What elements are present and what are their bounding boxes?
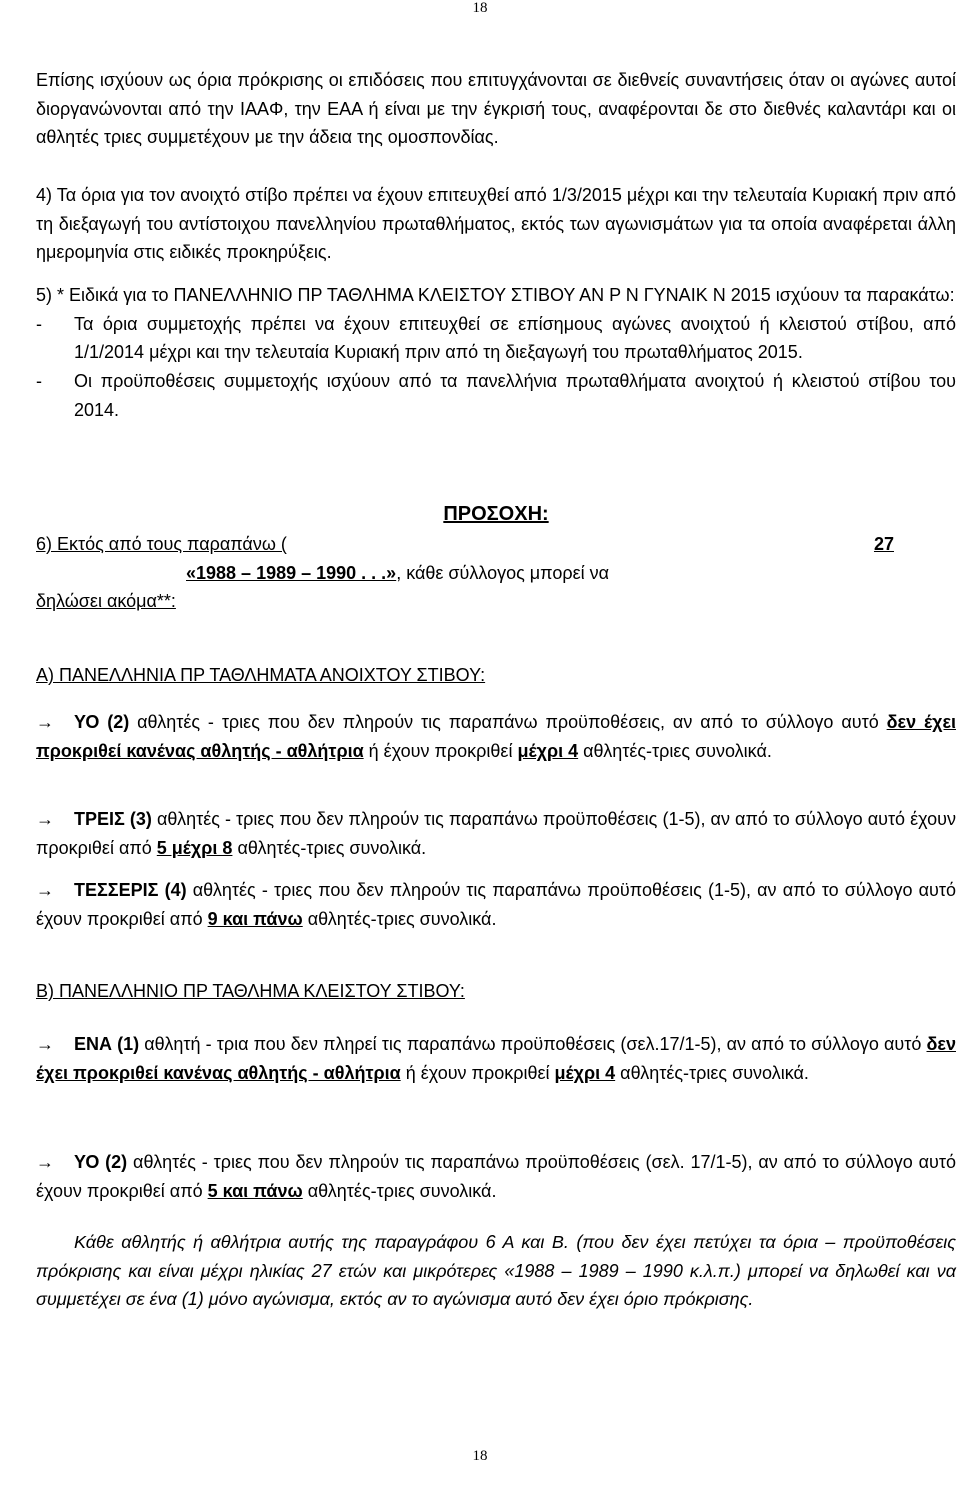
section-a-item-1: [36, 708, 956, 765]
emphasis-text: δεν έχει προκριθεί κανένας αθλητής - αθλήτρια: [36, 1034, 956, 1083]
bullet-text: Οι προϋποθέσεις συμμετοχής ισχύουν από τα πανελλήνια πρωταθλήματα ανοιχτού ή κλειστού στίβου του 2014.: [74, 371, 956, 420]
item-5-bullet-1: [36, 310, 956, 367]
item-5-bullet-2: [36, 367, 956, 424]
item-text: αθλητές-τριες συνολικά.: [302, 908, 497, 929]
arrow-icon: →: [36, 1152, 54, 1172]
arrow-icon: →: [36, 880, 54, 900]
count-label: ΤΡΕΙΣ (3): [74, 809, 152, 829]
item-6-line-2: [36, 559, 956, 588]
item-6-lead: 6) Εκτός από τους παραπάνω (: [36, 534, 287, 554]
intro-paragraph: Επίσης ισχύουν ως όρια πρόκρισης οι επιδόσεις που επιτυγχάνονται σε διεθνείς συναντήσεις όταν οι αγώνες αυτοί διοργανώνονται από την IAAΦ, την ΕΑΑ ή είναι με την έγκρισή τους, αναφέρονται δε στο διεθνές καλαντάρι και οι αθλητές τριες συμμετέχουν με την άδεια της ομοσπονδίας.: [36, 70, 956, 148]
section-b-item-1: [36, 1030, 956, 1087]
item-text: αθλητές-τριες συνολικά.: [615, 1062, 809, 1083]
emphasis-text: 5 και πάνω: [207, 1180, 303, 1201]
item-6-age: 27: [873, 534, 894, 554]
bullet-marker: -: [36, 313, 42, 334]
bullet-text: Τα όρια συμμετοχής πρέπει να έχουν επιτευχθεί σε επίσημους αγώνες ανοιχτού ή κλειστού στίβου, από 1/1/2014 μέχρι και την τελευταία Κυριακή πριν από τη διεξαγωγή του πρωταθλήματος 2015.: [74, 313, 956, 363]
section-b-title: Β) ΠΑΝΕΛΛΗΝΙΟ ΠΡ ΤΑΘΛΗΜΑ ΚΛΕΙΣΤΟΥ ΣΤΙΒΟΥ:: [36, 981, 465, 1001]
emphasis-text: 9 και πάνω: [207, 908, 303, 929]
item-text: αθλητές - τριες που δεν πληρούν τις παραπάνω προϋποθέσεις, αν από το σύλλογο αυτό: [129, 712, 887, 732]
section-b-item-2: [36, 1148, 956, 1205]
item-6-paragraph: [36, 530, 956, 616]
page-number-top: 18: [472, 0, 488, 16]
item-5-intro: 5) * Ειδικά για το ΠΑΝΕΛΛΗΝΙΟ ΠΡ ΤΑΘΛΗΜΑ ΚΛΕΙΣΤΟΥ ΣΤΙΒΟΥ ΑΝ Ρ Ν ΓΥΝΑΙΚ Ν 2015 ισχύουν τα παρακάτω:: [36, 285, 955, 305]
item-text: αθλητές - τριες που δεν πληρούν τις παραπάνω προϋποθέσεις (1-5), αν από το σύλλογο αυτό έχουν προκριθεί από: [36, 880, 956, 929]
emphasis-text: 5 μέχρι 8: [156, 837, 233, 858]
item-6-end: δηλώσει ακόμα**:: [36, 591, 176, 612]
arrow-icon: →: [36, 1034, 54, 1054]
item-4-paragraph: 4) Τα όρια για τον ανοιχτό στίβο πρέπει να έχουν επιτευχθεί από 1/3/2015 μέχρι και την τελευταία Κυριακή πριν από τη διεξαγωγή του αντίστοιχου πανελληνίου πρωταθλήματος, εκτός των αγωνισμάτων για τα οποία αναφέρεται άλλη ημερομηνία στις ειδικές προκηρύξεις.: [36, 185, 956, 263]
arrow-icon: →: [36, 809, 54, 829]
item-text: αθλητές-τριες συνολικά.: [232, 837, 427, 858]
item-6-years: «1988 – 1989 – 1990 . . .»: [186, 562, 397, 583]
emphasis-text: μέχρι 4: [554, 1062, 616, 1083]
note-paragraph: Κάθε αθλητής ή αθλήτρια αυτής της παραγράφου 6 Α και Β. (που δεν έχει πετύχει τα όρια – προϋποθέσεις πρόκρισης και είναι μέχρι ηλικίας 27 ετών και μικρότερες «1988 – 1989 – 1990 κ.λ.π.) μπορεί να δηλωθεί και να συμμετέχει σε ένα (1) μόνο αγώνισμα, εκτός αν το αγώνισμα αυτό δεν έχει όριο πρόκρισης.: [36, 1232, 956, 1310]
item-text: ή έχουν προκριθεί: [400, 1062, 555, 1083]
count-label: ΤΕΣΣΕΡΙΣ (4): [74, 880, 187, 900]
item-6-tail: , κάθε σύλλογος μπορεί να: [396, 562, 610, 583]
item-6-line-1: [36, 530, 956, 559]
item-text: αθλητές-τριες συνολικά.: [578, 740, 772, 761]
item-text: αθλητές - τριες που δεν πληρούν τις παραπάνω προϋποθέσεις (σελ. 17/1-5), αν από το σύλλογο αυτό έχουν προκριθεί από: [36, 1152, 956, 1201]
section-a-title: Α) ΠΑΝΕΛΛΗΝΙΑ ΠΡ ΤΑΘΛΗΜΑΤΑ ΑΝΟΙΧΤΟΥ ΣΤΙΒΟΥ:: [36, 665, 486, 685]
emphasis-text: δεν έχει προκριθεί κανένας αθλητής - αθλήτρια: [36, 712, 957, 761]
section-a-item-2: [36, 805, 956, 862]
count-label: ΕΝΑ (1): [74, 1034, 140, 1054]
section-a-item-3: [36, 876, 956, 933]
item-text: ή έχουν προκριθεί: [363, 740, 518, 761]
count-label: ΥΟ (2): [74, 1152, 128, 1172]
page-number-bottom: 18: [472, 1448, 488, 1464]
item-text: αθλητή - τρια που δεν πληρεί τις παραπάνω προϋποθέσεις (σελ.17/1-5), αν από το σύλλογο αυτό: [139, 1034, 927, 1054]
emphasis-text: μέχρι 4: [517, 740, 579, 761]
item-5-section: [36, 281, 956, 425]
arrow-icon: →: [36, 712, 54, 732]
attention-heading: [36, 500, 956, 529]
attention-title: ΠΡΟΣΟΧΗ:: [443, 503, 549, 525]
item-text: αθλητές-τριες συνολικά.: [302, 1180, 497, 1201]
count-label: ΥΟ (2): [74, 712, 130, 732]
item-text: αθλητές - τριες που δεν πληρούν τις παραπάνω προϋποθέσεις (1-5), αν από το σύλλογο αυτό έχουν προκριθεί από: [36, 809, 956, 858]
bullet-marker: -: [36, 371, 42, 392]
